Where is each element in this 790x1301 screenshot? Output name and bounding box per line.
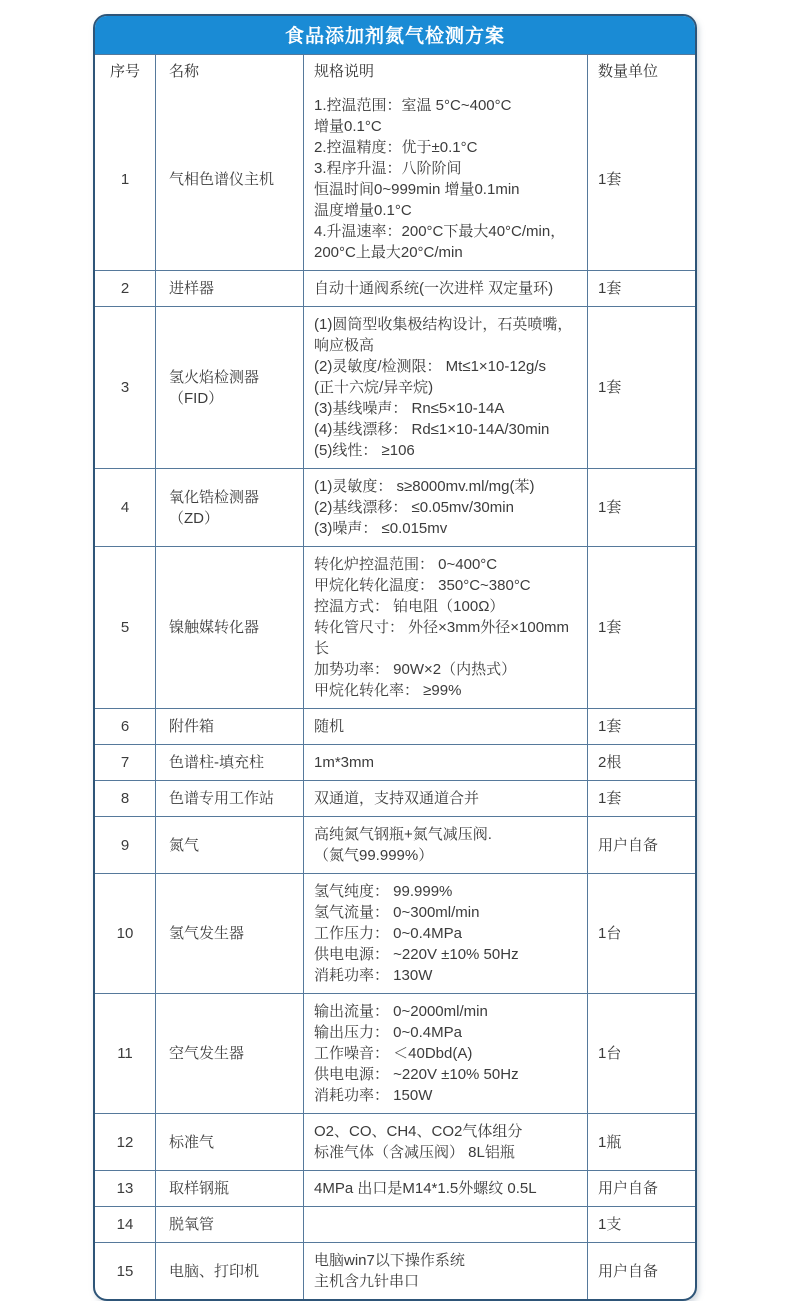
- item-name-cell: 氧化锆检测器（ZD）: [155, 469, 303, 546]
- item-quantity-cell: 2根: [587, 745, 695, 780]
- table-row: [95, 708, 695, 744]
- item-quantity-cell: 1套: [587, 469, 695, 546]
- row-number-cell: 14: [116, 1216, 134, 1233]
- item-spec-cell: [303, 1171, 587, 1206]
- row-number-cell: 9: [120, 836, 130, 854]
- detection-plan-table: [93, 14, 697, 1301]
- table-row: [95, 306, 695, 468]
- item-quantity-cell: 1套: [587, 271, 695, 306]
- column-header-no: 序号: [109, 63, 140, 80]
- spec-line: 自动十通阀系统(一次进样 双定量环): [314, 280, 554, 297]
- row-number-cell: 8: [120, 790, 130, 807]
- spec-line: 标准气体（含减压阀） 8L铝瓶: [314, 1144, 515, 1161]
- spec-line: (3)基线噪声： Rn≤5×10-14A: [314, 400, 505, 417]
- table-row: [95, 744, 695, 780]
- spec-line: (4)基线漂移： Rd≤1×10-14A/30min: [314, 421, 550, 438]
- item-quantity-cell: 1套: [587, 88, 695, 270]
- spec-line: 氢气纯度： 99.999%: [314, 883, 453, 900]
- spec-line: 1m*3mm: [314, 754, 375, 771]
- table-header-row: [95, 54, 695, 88]
- spec-line: 氢气流量： 0~300ml/min: [314, 904, 480, 921]
- item-name-cell: 镍触媒转化器: [155, 547, 303, 708]
- table-row: [95, 1206, 695, 1242]
- row-number-cell: 5: [120, 619, 130, 636]
- spec-line: 输出流量： 0~2000ml/min: [314, 1003, 488, 1020]
- spec-line: 增量0.1°C: [314, 118, 382, 135]
- spec-line: (1)灵敏度： s≥8000mv.ml/mg(苯): [314, 478, 535, 495]
- item-spec-cell: [303, 781, 587, 816]
- item-spec-cell: [303, 874, 587, 993]
- column-header-name: 名称: [155, 55, 303, 88]
- item-quantity-cell: 用户自备: [587, 1243, 695, 1299]
- row-number-cell: 3: [120, 379, 130, 396]
- spec-line: 双通道，支持双通道合并: [314, 790, 480, 807]
- table-row: [95, 780, 695, 816]
- row-number-cell: 7: [120, 754, 130, 771]
- item-name-cell: 氢气发生器: [155, 874, 303, 993]
- item-name-cell: 气相色谱仪主机: [155, 88, 303, 270]
- item-name-cell: 附件箱: [155, 709, 303, 744]
- spec-line: （氮气99.999%）: [314, 847, 434, 864]
- spec-line: 甲烷化转化率： ≥99%: [314, 682, 462, 699]
- item-quantity-cell: 1台: [587, 994, 695, 1113]
- item-spec-cell: [303, 817, 587, 873]
- item-spec-cell: [303, 469, 587, 546]
- item-quantity-cell: 1台: [587, 874, 695, 993]
- row-number-cell: 1: [120, 170, 130, 188]
- table-row: [95, 1113, 695, 1170]
- table-row: [95, 546, 695, 708]
- table-row: [95, 1170, 695, 1206]
- spec-line: 控温方式： 铂电阻（100Ω）: [314, 598, 505, 615]
- spec-line: 加势功率： 90W×2（内热式）: [314, 661, 517, 678]
- item-spec-cell: [303, 994, 587, 1113]
- item-spec-cell: [303, 88, 587, 270]
- spec-line: 200°C上最大20°C/min: [314, 244, 463, 261]
- row-number-cell: 11: [117, 1045, 133, 1062]
- spec-line: 2.控温精度：优于±0.1°C: [314, 139, 478, 156]
- column-header-qty: 数量单位: [587, 55, 695, 88]
- item-quantity-cell: 1套: [587, 709, 695, 744]
- spec-line: O2、CO、CH4、CO2气体组分: [314, 1123, 523, 1140]
- item-name-cell: 氢火焰检测器（FID）: [155, 307, 303, 468]
- item-spec-cell: [303, 307, 587, 468]
- item-quantity-cell: 1瓶: [587, 1114, 695, 1170]
- item-name-cell: 色谱专用工作站: [155, 781, 303, 816]
- spec-line: 主机含九针串口: [314, 1273, 420, 1290]
- spec-line: (2)灵敏度/检测限： Mt≤1×10-12g/s: [314, 358, 547, 375]
- spec-line: 随机: [314, 718, 345, 735]
- spec-line: 4.升温速率：200°C下最大40°C/min，: [314, 223, 566, 240]
- table-row: [95, 816, 695, 873]
- table-row: [95, 993, 695, 1113]
- item-quantity-cell: 1套: [587, 307, 695, 468]
- item-name-cell: 色谱柱-填充柱: [155, 745, 303, 780]
- item-name-cell: 脱氧管: [155, 1207, 303, 1242]
- spec-line: (1)圆筒型收集极结构设计，石英喷嘴，: [314, 316, 573, 333]
- row-number-cell: 2: [120, 280, 130, 297]
- spec-line: 恒温时间0~999min 增量0.1min: [314, 181, 520, 198]
- spec-line: 供电电源： ~220V ±10% 50Hz: [314, 946, 519, 963]
- item-quantity-cell: 用户自备: [587, 817, 695, 873]
- spec-line: 供电电源： ~220V ±10% 50Hz: [314, 1066, 519, 1083]
- spec-line: 3.程序升温：八阶阶间: [314, 160, 462, 177]
- spec-line: 温度增量0.1°C: [314, 202, 412, 219]
- item-quantity-cell: 1套: [587, 547, 695, 708]
- table-row: [95, 873, 695, 993]
- item-spec-cell: [303, 709, 587, 744]
- spec-line: (5)线性： ≥106: [314, 442, 415, 459]
- item-name-cell: 电脑、打印机: [155, 1243, 303, 1299]
- row-number-cell: 13: [116, 1180, 134, 1197]
- spec-line: (正十六烷/异辛烷): [314, 379, 434, 396]
- table-row: [95, 88, 695, 270]
- item-name-cell: 标准气: [155, 1114, 303, 1170]
- spec-line: 消耗功率： 150W: [314, 1087, 433, 1104]
- spec-line: 转化管尺寸： 外径×3mm外径×100mm长: [314, 619, 570, 657]
- item-spec-cell: [303, 547, 587, 708]
- spec-line: (2)基线漂移： ≤0.05mv/30min: [314, 499, 514, 516]
- spec-line: 转化炉控温范围： 0~400°C: [314, 556, 498, 573]
- table-row: [95, 270, 695, 306]
- row-number-cell: 12: [116, 1133, 134, 1151]
- item-quantity-cell: 1套: [587, 781, 695, 816]
- spec-line: (3)噪声： ≤0.015mv: [314, 520, 448, 537]
- row-number-cell: 6: [120, 718, 130, 735]
- item-quantity-cell: 1支: [587, 1207, 695, 1242]
- column-header-spec: 规格说明: [303, 55, 587, 88]
- spec-line: 工作噪音： ＜40Dbd(A): [314, 1045, 473, 1062]
- item-spec-cell: [303, 1243, 587, 1299]
- item-spec-cell: [303, 745, 587, 780]
- row-number-cell: 15: [116, 1262, 134, 1280]
- table-row: [95, 468, 695, 546]
- item-name-cell: 空气发生器: [155, 994, 303, 1113]
- table-row: [95, 1242, 695, 1299]
- item-spec-cell: [303, 1114, 587, 1170]
- item-quantity-cell: 用户自备: [587, 1171, 695, 1206]
- item-name-cell: 取样钢瓶: [155, 1171, 303, 1206]
- spec-line: 响应极高: [314, 337, 375, 354]
- item-spec-cell: [303, 271, 587, 306]
- spec-line: 输出压力： 0~0.4MPa: [314, 1024, 462, 1041]
- spec-line: 4MPa 出口是M14*1.5外螺纹 0.5L: [314, 1180, 537, 1197]
- table-body: [95, 88, 695, 1299]
- item-name-cell: 氮气: [155, 817, 303, 873]
- spec-line: 1.控温范围：室温 5°C~400°C: [314, 97, 512, 114]
- spec-line: 高纯氮气钢瓶+氮气减压阀.: [314, 826, 492, 843]
- spec-line: 消耗功率： 130W: [314, 967, 433, 984]
- spec-line: 甲烷化转化温度： 350°C~380°C: [314, 577, 531, 594]
- table-title: 食品添加剂氮气检测方案: [95, 16, 695, 54]
- row-number-cell: 10: [116, 925, 134, 942]
- spec-line: 电脑win7以下操作系统: [314, 1252, 465, 1269]
- spec-line: 工作压力： 0~0.4MPa: [314, 925, 462, 942]
- row-number-cell: 4: [120, 499, 130, 516]
- item-name-cell: 进样器: [155, 271, 303, 306]
- item-spec-cell: [303, 1207, 587, 1242]
